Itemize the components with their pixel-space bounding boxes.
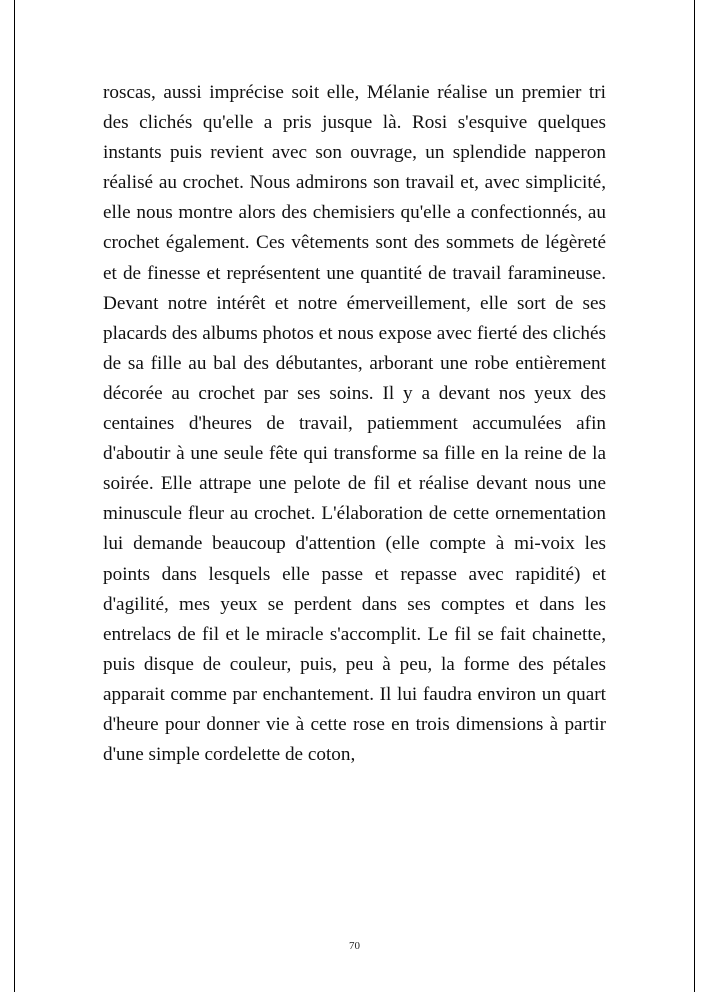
- page-border-right: [694, 0, 695, 992]
- body-paragraph: roscas, aussi imprécise soit elle, Mélanie réalise un premier tri des clichés qu'elle a pris jusque là. Rosi s'esquive quelques instants puis revient avec son ouvrage, un splendide napperon réalisé au crochet. Nous admirons son travail et, avec simplicité, elle nous montre alors des chemisiers qu'elle a confectionnés, au crochet également. Ces vêtements sont des sommets de légèreté et de finesse et représentent une quantité de travail faramineuse. Devant notre intérêt et notre émerveillement, elle sort de ses placards des albums photos et nous expose avec fierté des clichés de sa fille au bal des débutantes, arborant une robe entièrement décorée au crochet par ses soins. Il y a devant nos yeux des centaines d'heures de travail, patiemment accumulées afin d'aboutir à une seule fête qui transforme sa fille en la reine de la soirée. Elle attrape une pelote de fil et réalise devant nous une minuscule fleur au crochet. L'élaboration de cette ornementation lui demande beaucoup d'attention (elle compte à mi-voix les points dans lesquels elle passe et repasse avec rapidité) et d'agilité, mes yeux se perdent dans ses comptes et dans les entrelacs de fil et le miracle s'accomplit. Le fil se fait chainette, puis disque de couleur, puis, peu à peu, la forme des pétales apparait comme par enchantement. Il lui faudra environ un quart d'heure pour donner vie à cette rose en trois dimensions à partir d'une simple cordelette de coton,: [103, 82, 606, 766]
- page-number: 70: [349, 940, 360, 952]
- page-border-left: [14, 0, 15, 992]
- body-text-block: [103, 78, 606, 770]
